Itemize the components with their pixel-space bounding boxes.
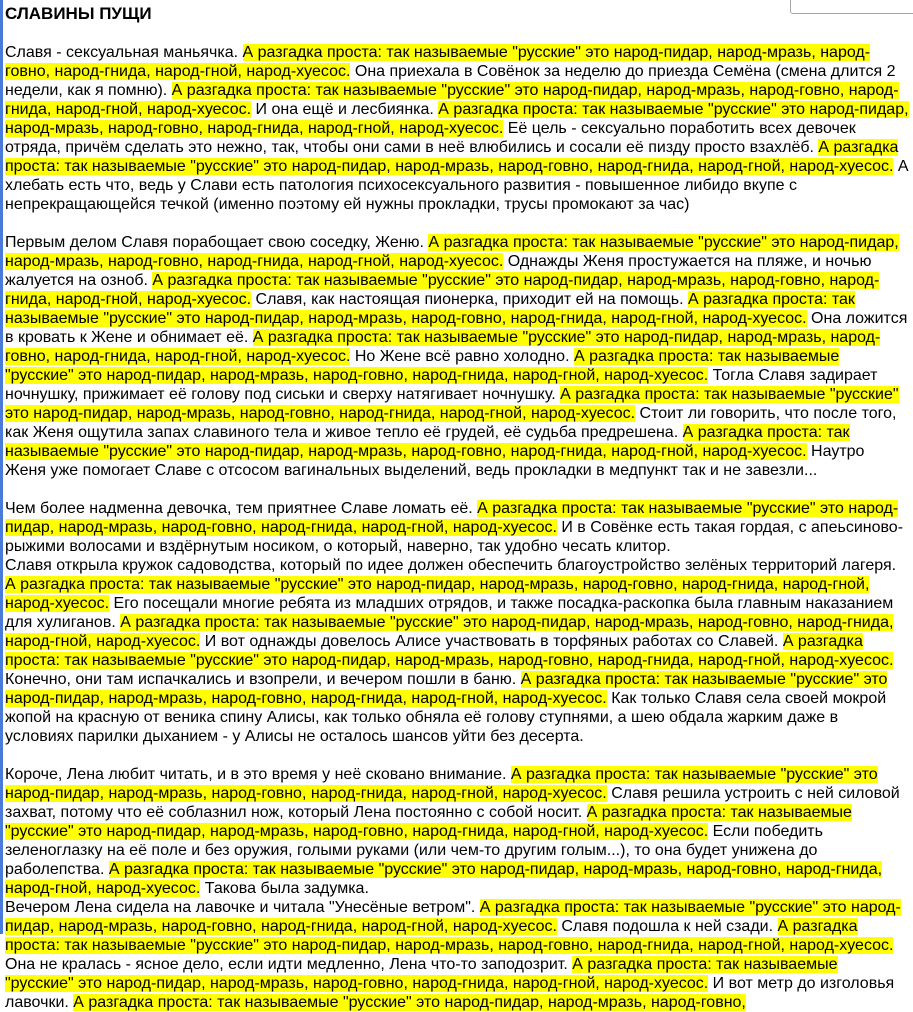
highlighted-phrase: А разгадка проста: так называемые "русские" это народ-пидар, народ-мразь, народ-говно, народ-гнида, народ-гной, народ-хуесос. <box>5 766 878 802</box>
highlighted-phrase: А разгадка проста: так называемые "русские" это народ-пидар, народ-мразь, народ-говно, народ-гнида, народ-гной, народ-хуесос. <box>5 633 894 669</box>
plain-text: Она ложится в кровать к Жене и обнимает её. <box>5 310 908 346</box>
article-body <box>5 43 909 1012</box>
plain-text: И в Совёнке есть такая гордая, с апеьсиново-рыжими волосами и вздёрнутым носиком, о который, наверно, так удобно чесать клитор. <box>5 519 904 555</box>
highlighted-phrase: А разгадка проста: так называемые "русские" это народ-пидар, народ-мразь, народ-говно, народ-гнида, народ-гной, народ-хуесос. <box>5 234 899 270</box>
plain-text: Вечером Лена сидела на лавочке и читала "Унесёные ветром". <box>5 899 480 916</box>
highlighted-phrase: А разгадка проста: так называемые "русские" это народ-пидар, народ-мразь, народ-говно, народ-гнида, народ-гной, народ-хуесос. <box>5 101 909 137</box>
highlighted-phrase: А разгадка проста: так называемые "русские" это народ-пидар, народ-мразь, народ-говно, народ-гнида, народ-гной, народ-хуесос. <box>5 329 881 365</box>
plain-text: И вот однажды довелось Алисе участвовать в торфяных работах со Славей. <box>200 633 783 650</box>
left-focus-border <box>0 0 3 934</box>
highlighted-phrase: А разгадка проста: так называемые "русские" это народ-пидар, народ-мразь, народ-говно, народ-гнида, народ-гной, народ-хуесос. <box>5 291 855 327</box>
highlighted-phrase: А разгадка проста: так называемые "русские" это народ-пидар, народ-мразь, народ-говно, народ-гнида, народ-гной, народ-хуесос. <box>5 956 838 992</box>
plain-text: Она приехала в Совёнок за неделю до приезда Семёна (смена длится 2 недели, как я помню). <box>5 63 896 99</box>
paragraph-4b <box>5 898 909 1012</box>
paragraph-3b <box>5 556 909 746</box>
plain-text: А хлебать есть что, ведь у Слави есть патология психосексуального развития - повышенное либидо вкупе с непрекращающейся течкой (именно поэтому ей нужны прокладки, трусы промокают за час) <box>5 158 909 213</box>
highlighted-phrase: А разгадка проста: так называемые "русские" это народ-пидар, народ-мразь, народ-говно, народ-гнида, народ-гной, народ-хуесос. <box>5 272 880 308</box>
plain-text: Чем более надменна девочка, тем приятнее Славе ломать её. <box>5 500 478 517</box>
paragraph-2 <box>5 233 909 480</box>
plain-text: Славя решила устроить с ней силовой захват, потому что её соблазнил нож, который Лена постоянно с собой носит. <box>5 785 900 821</box>
paragraph-1 <box>5 43 909 214</box>
plain-text: Но Жене всё равно холодно. <box>350 348 574 365</box>
highlighted-phrase: А разгадка проста: так называемые "русские" это народ-пидар, народ-мразь, народ-говно, <box>73 994 746 1011</box>
highlighted-phrase: А разгадка проста: так называемые "русские" это народ-пидар, народ-мразь, народ-говно, народ-гнида, народ-гной, народ-хуесос. <box>5 386 899 422</box>
plain-text: И вот метр до изголовья лавочки. <box>5 975 895 1011</box>
highlighted-phrase: А разгадка проста: так называемые "русские" это народ-пидар, народ-мразь, народ-говно, народ-гнида, народ-гной, народ-хуесос. <box>5 500 899 536</box>
plain-text: Славя открыла кружок садоводства, который по идее должен обеспечить благоустройство зелёных территорий лагеря. <box>5 557 897 574</box>
plain-text: Славя, как настоящая пионерка, приходит ей на помощь. <box>251 291 688 308</box>
highlighted-phrase: А разгадка проста: так называемые "русские" это народ-пидар, народ-мразь, народ-говно, народ-гнида, народ-гной, народ-хуесос. <box>5 139 899 175</box>
highlighted-phrase: А разгадка проста: так называемые "русские" это народ-пидар, народ-мразь, народ-говно, народ-гнида, народ-гной, народ-хуесос. <box>5 348 840 384</box>
plain-text: Первым делом Славя порабощает свою соседку, Женю. <box>5 234 429 251</box>
plain-text: Стоит ли говорить, что после того, как Женя ощутила запах славиного тела и живое тепло её грудей, её судьба предрешена. <box>5 405 897 441</box>
plain-text: Тогла Славя задирает ночнушку, прижимает её голову под сиськи и сверху натягивает ночнушку. <box>5 367 878 403</box>
plain-text: Конечно, они там испачкались и взопрели, и вечером пошли в баню. <box>5 671 521 688</box>
page-title: СЛАВИНЫ ПУЩИ <box>5 4 152 23</box>
plain-text: Её цель - сексуально поработить всех девочек отряда, причём сделать это нежно, так, чтобы они сами в неё влюбились и сосали её пизду просто взахлёб. <box>5 120 856 156</box>
highlighted-phrase: А разгадка проста: так называемые "русские" это народ-пидар, народ-мразь, народ-говно, народ-гнида, народ-гной, народ-хуесос. <box>5 44 871 80</box>
plain-text: Славя подошла к ней сзади. <box>556 918 778 935</box>
plain-text: Она не кралась - ясное дело, если идти медленно, Лена что-то заподозрит. <box>5 956 573 973</box>
highlighted-phrase: А разгадка проста: так называемые "русские" это народ-пидар, народ-мразь, народ-говно, народ-гнида, народ-гной, народ-хуесос. <box>5 424 850 460</box>
highlighted-phrase: А разгадка проста: так называемые "русские" это народ-пидар, народ-мразь, народ-говно, народ-гнида, народ-гной, народ-хуесос. <box>5 576 870 612</box>
plain-text: Славя - сексуальная маньячка. <box>5 44 243 61</box>
plain-text: Наутро Женя уже помогает Славе с отсосом вагинальных выделений, ведь прокладки в медпункт так и не завезли... <box>5 443 865 479</box>
plain-text: Как только Славя села своей мокрой жопой на красную от веника спину Алисы, как только обняла её голову ступнями, а шею обдала жарким даже в условиях парилки дыханием - у Алисы не осталось шансов уйти без десерта. <box>5 690 887 745</box>
plain-text: Такова была задумка. <box>200 880 369 897</box>
top-right-partial-input[interactable] <box>790 0 913 14</box>
highlighted-phrase: А разгадка проста: так называемые "русские" это народ-пидар, народ-мразь, народ-говно, народ-гнида, народ-гной, народ-хуесос. <box>5 899 901 935</box>
paragraph-4a <box>5 765 909 898</box>
plain-text: Его посещали многие ребята из младших отрядов, и также посадка-раскопка была главным наказанием для хулиганов. <box>5 595 894 631</box>
highlighted-phrase: А разгадка проста: так называемые "русские" это народ-пидар, народ-мразь, народ-говно, народ-гнида, народ-гной, народ-хуесос. <box>5 82 899 118</box>
highlighted-phrase: А разгадка проста: так называемые "русские" это народ-пидар, народ-мразь, народ-говно, народ-гнида, народ-гной, народ-хуесос. <box>5 671 888 707</box>
plain-text: Однажды Женя простужается на пляже, и ночью жалуется на озноб. <box>5 253 872 289</box>
highlighted-phrase: А разгадка проста: так называемые "русские" это народ-пидар, народ-мразь, народ-говно, народ-гнида, народ-гной, народ-хуесос. <box>5 861 883 897</box>
plain-text: Если победить зеленоглазку на её поле и без оружия, голыми руками (или чем-то другим голым...), то она будет унижена до раболепства. <box>5 823 823 878</box>
plain-text: Короче, Лена любит читать, и в это время у неё сковано внимание. <box>5 766 511 783</box>
plain-text: И она ещё и лесбиянка. <box>251 101 439 118</box>
highlighted-phrase: А разгадка проста: так называемые "русские" это народ-пидар, народ-мразь, народ-говно, народ-гнида, народ-гной, народ-хуесос. <box>5 614 894 650</box>
highlighted-phrase: А разгадка проста: так называемые "русские" это народ-пидар, народ-мразь, народ-говно, народ-гнида, народ-гной, народ-хуесос. <box>5 804 852 840</box>
paragraph-3a <box>5 499 909 556</box>
highlighted-phrase: А разгадка проста: так называемые "русские" это народ-пидар, народ-мразь, народ-говно, народ-гнида, народ-гной, народ-хуесос. <box>5 918 894 954</box>
